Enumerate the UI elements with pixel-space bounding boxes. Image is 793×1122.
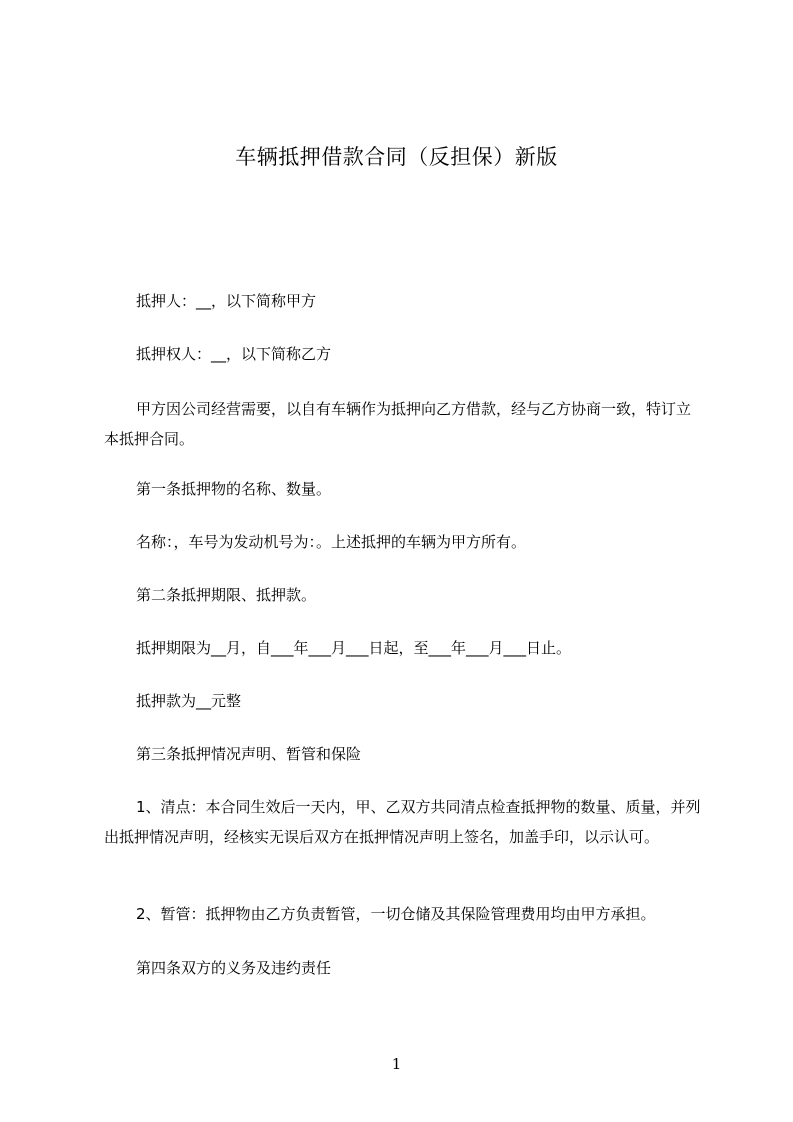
- paragraph-inventory: 1、清点：本合同生效后一天内，甲、乙双方共同清点检查抵押物的数量、质量，并列出抵押情况声明，经核实无误后双方在抵押情况声明上签名，加盖手印，以示认可。: [104, 798, 701, 846]
- document-title: 车辆抵押借款合同（反担保）新版: [235, 145, 558, 169]
- paragraph-mortgagor: 抵押人：__，以下简称甲方: [136, 292, 317, 310]
- article-2-heading: 第二条抵押期限、抵押款。: [136, 586, 317, 604]
- article-1-heading: 第一条抵押物的名称、数量。: [136, 480, 332, 498]
- paragraph-mortgagee: 抵押权人：__，以下简称乙方: [136, 345, 332, 363]
- article-3-heading: 第三条抵押情况声明、暂管和保险: [136, 745, 362, 763]
- paragraph-name-vehicle: 名称：，车号为发动机号为：。上述抵押的车辆为甲方所有。: [136, 533, 527, 551]
- paragraph-custody: 2、暂管：抵押物由乙方负责暂管，一切仓储及其保险管理费用均由甲方承担。: [136, 905, 656, 923]
- paragraph-amount: 抵押款为__元整: [136, 692, 242, 710]
- page-number: 1: [391, 1055, 402, 1073]
- paragraph-term: 抵押期限为__月，自___年___月___日起，至___年___月___日止。: [136, 639, 572, 657]
- article-4-heading: 第四条双方的义务及违约责任: [136, 959, 332, 977]
- paragraph-preamble: 甲方因公司经营需要，以自有车辆作为抵押向乙方借款，经与乙方协商一致，特订立本抵押合同。: [104, 400, 692, 448]
